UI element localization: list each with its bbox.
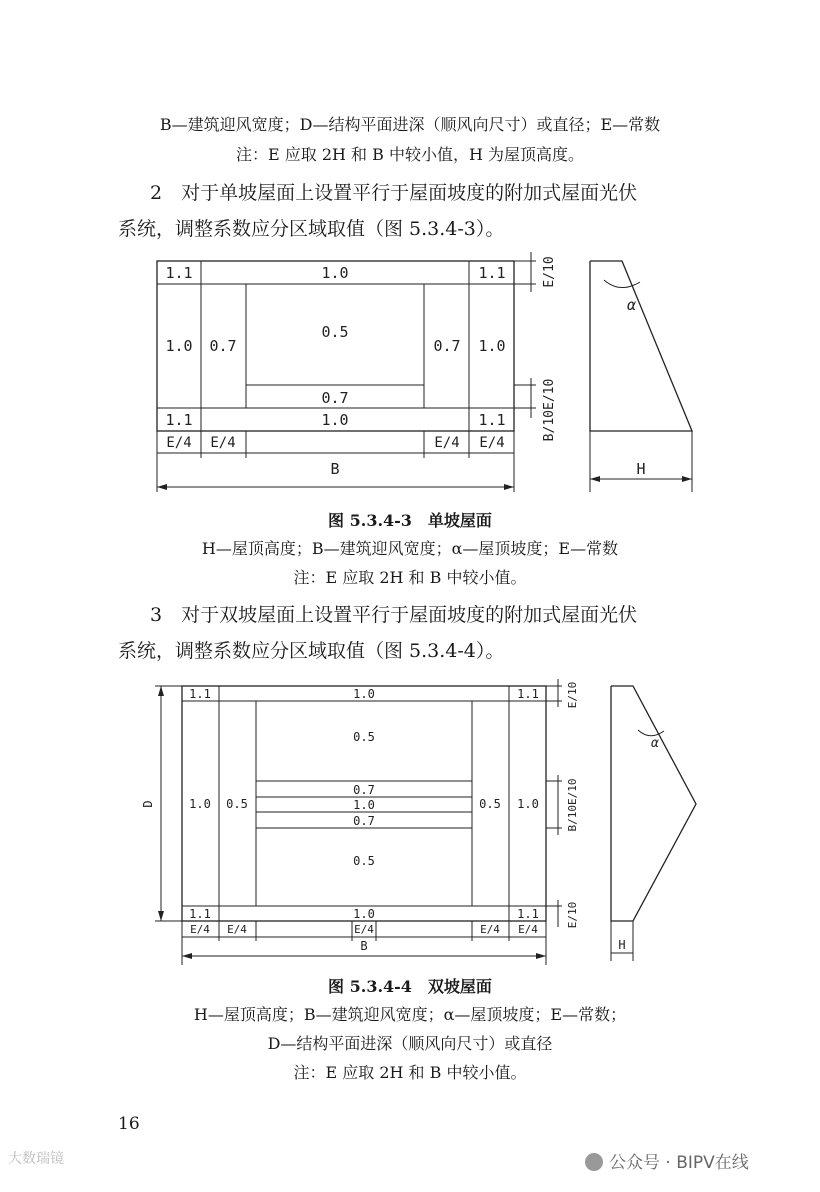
note-line: 注：E 应取 2H 和 B 中较小值，H 为屋顶高度。	[235, 145, 585, 164]
alpha-label: α	[627, 296, 637, 314]
dim-e4-4: E/4	[479, 435, 505, 451]
zone-edge-bottom: 1.0	[353, 907, 375, 921]
zone-edge-bottom: 1.0	[321, 411, 349, 429]
zone-corner-bl: 1.1	[189, 907, 211, 921]
figure-4-caption: 图 5.3.4-4 双坡屋面	[328, 977, 492, 996]
zone-mid-right: 0.7	[433, 337, 461, 355]
zone-center-bottom: 0.5	[353, 854, 375, 868]
zone-corner-tl: 1.1	[189, 687, 211, 701]
zone-corner-tr: 1.1	[478, 264, 506, 282]
zone-corner-br: 1.1	[478, 411, 506, 429]
zone-corner-br: 1.1	[517, 907, 539, 921]
zone-edge-left: 1.0	[165, 337, 193, 355]
zone-edge-top: 1.0	[353, 687, 375, 701]
dim-h: H	[636, 460, 646, 478]
wechat-icon	[585, 1153, 603, 1171]
wechat-account-label: 公众号 · BIPV在线	[609, 1153, 749, 1173]
zone-side-right: 0.5	[479, 797, 501, 811]
page-number: 16	[118, 1114, 140, 1134]
paragraph-3-line-1: 3 对于双坡屋面上设置平行于屋面坡度的附加式屋面光伏	[150, 604, 638, 626]
dim-e4-center: E/4	[354, 923, 374, 936]
dim-b10e10: B/10E/10	[566, 778, 579, 832]
zone-edge-right: 1.0	[478, 337, 506, 355]
dim-e4-3: E/4	[480, 923, 500, 936]
dim-e4-2: E/4	[227, 923, 247, 936]
zone-side-left: 0.5	[226, 797, 248, 811]
dim-b: B	[330, 460, 340, 478]
dim-e4-1: E/4	[166, 435, 192, 451]
zone-center: 0.5	[321, 323, 349, 341]
wechat-account	[585, 1148, 749, 1173]
dim-b: B	[360, 939, 368, 953]
figure-double-slope-roof	[0, 675, 820, 965]
figure-3-caption: 图 5.3.4-3 单坡屋面	[328, 511, 492, 530]
figure-3-note: 注：E 应取 2H 和 B 中较小值。	[293, 568, 527, 587]
zone-ridge-upper: 0.7	[353, 783, 375, 797]
dim-e10-top: E/10	[542, 256, 557, 288]
figure-4-legend-1: H—屋顶高度；B—建筑迎风宽度；α—屋顶坡度；E—常数；	[193, 1005, 627, 1024]
figure-4-note: 注：E 应取 2H 和 B 中较小值。	[293, 1063, 527, 1082]
zone-corner-tl: 1.1	[165, 264, 193, 282]
zone-mid-left: 0.7	[209, 337, 237, 355]
zone-edge-top: 1.0	[321, 264, 349, 282]
legend-line-1: B—建筑迎风宽度；D—结构平面进深（顺风向尺寸）或直径；E—常数	[159, 115, 661, 134]
zone-ridge: 1.0	[353, 798, 375, 812]
zone-corner-bl: 1.1	[165, 411, 193, 429]
figure-3-legend: H—屋顶高度；B—建筑迎风宽度；α—屋顶坡度；E—常数	[201, 539, 619, 558]
paragraph-3-line-2: 系统，调整系数应分区域取值（图 5.3.4-4）。	[118, 640, 505, 662]
dim-b10e10: B/10E/10	[542, 378, 557, 442]
paragraph-2-line-1: 2 对于单坡屋面上设置平行于屋面坡度的附加式屋面光伏	[150, 182, 638, 204]
dim-e10-bottom: E/10	[566, 901, 579, 929]
dim-h: H	[618, 938, 626, 952]
figure-single-slope-roof	[0, 250, 820, 500]
alpha-label: α	[651, 736, 659, 751]
zone-corner-tr: 1.1	[517, 687, 539, 701]
paragraph-2-line-2: 系统，调整系数应分区域取值（图 5.3.4-3）。	[118, 218, 505, 240]
dim-e4-3: E/4	[434, 435, 460, 451]
watermark-left: 大数瑞镜	[8, 1151, 64, 1167]
zone-edge-left: 1.0	[189, 797, 211, 811]
dim-e4-2: E/4	[210, 435, 236, 451]
dim-e4-1: E/4	[190, 923, 210, 936]
dim-e4-4: E/4	[518, 923, 538, 936]
zone-edge-right: 1.0	[517, 797, 539, 811]
zone-center-top: 0.5	[353, 730, 375, 744]
zone-mid-bottom: 0.7	[321, 389, 349, 407]
zone-ridge-lower: 0.7	[353, 814, 375, 828]
figure-4-legend-2: D—结构平面进深（顺风向尺寸）或直径	[267, 1034, 553, 1053]
dim-d: D	[141, 800, 155, 808]
dim-e10-top: E/10	[566, 681, 579, 709]
